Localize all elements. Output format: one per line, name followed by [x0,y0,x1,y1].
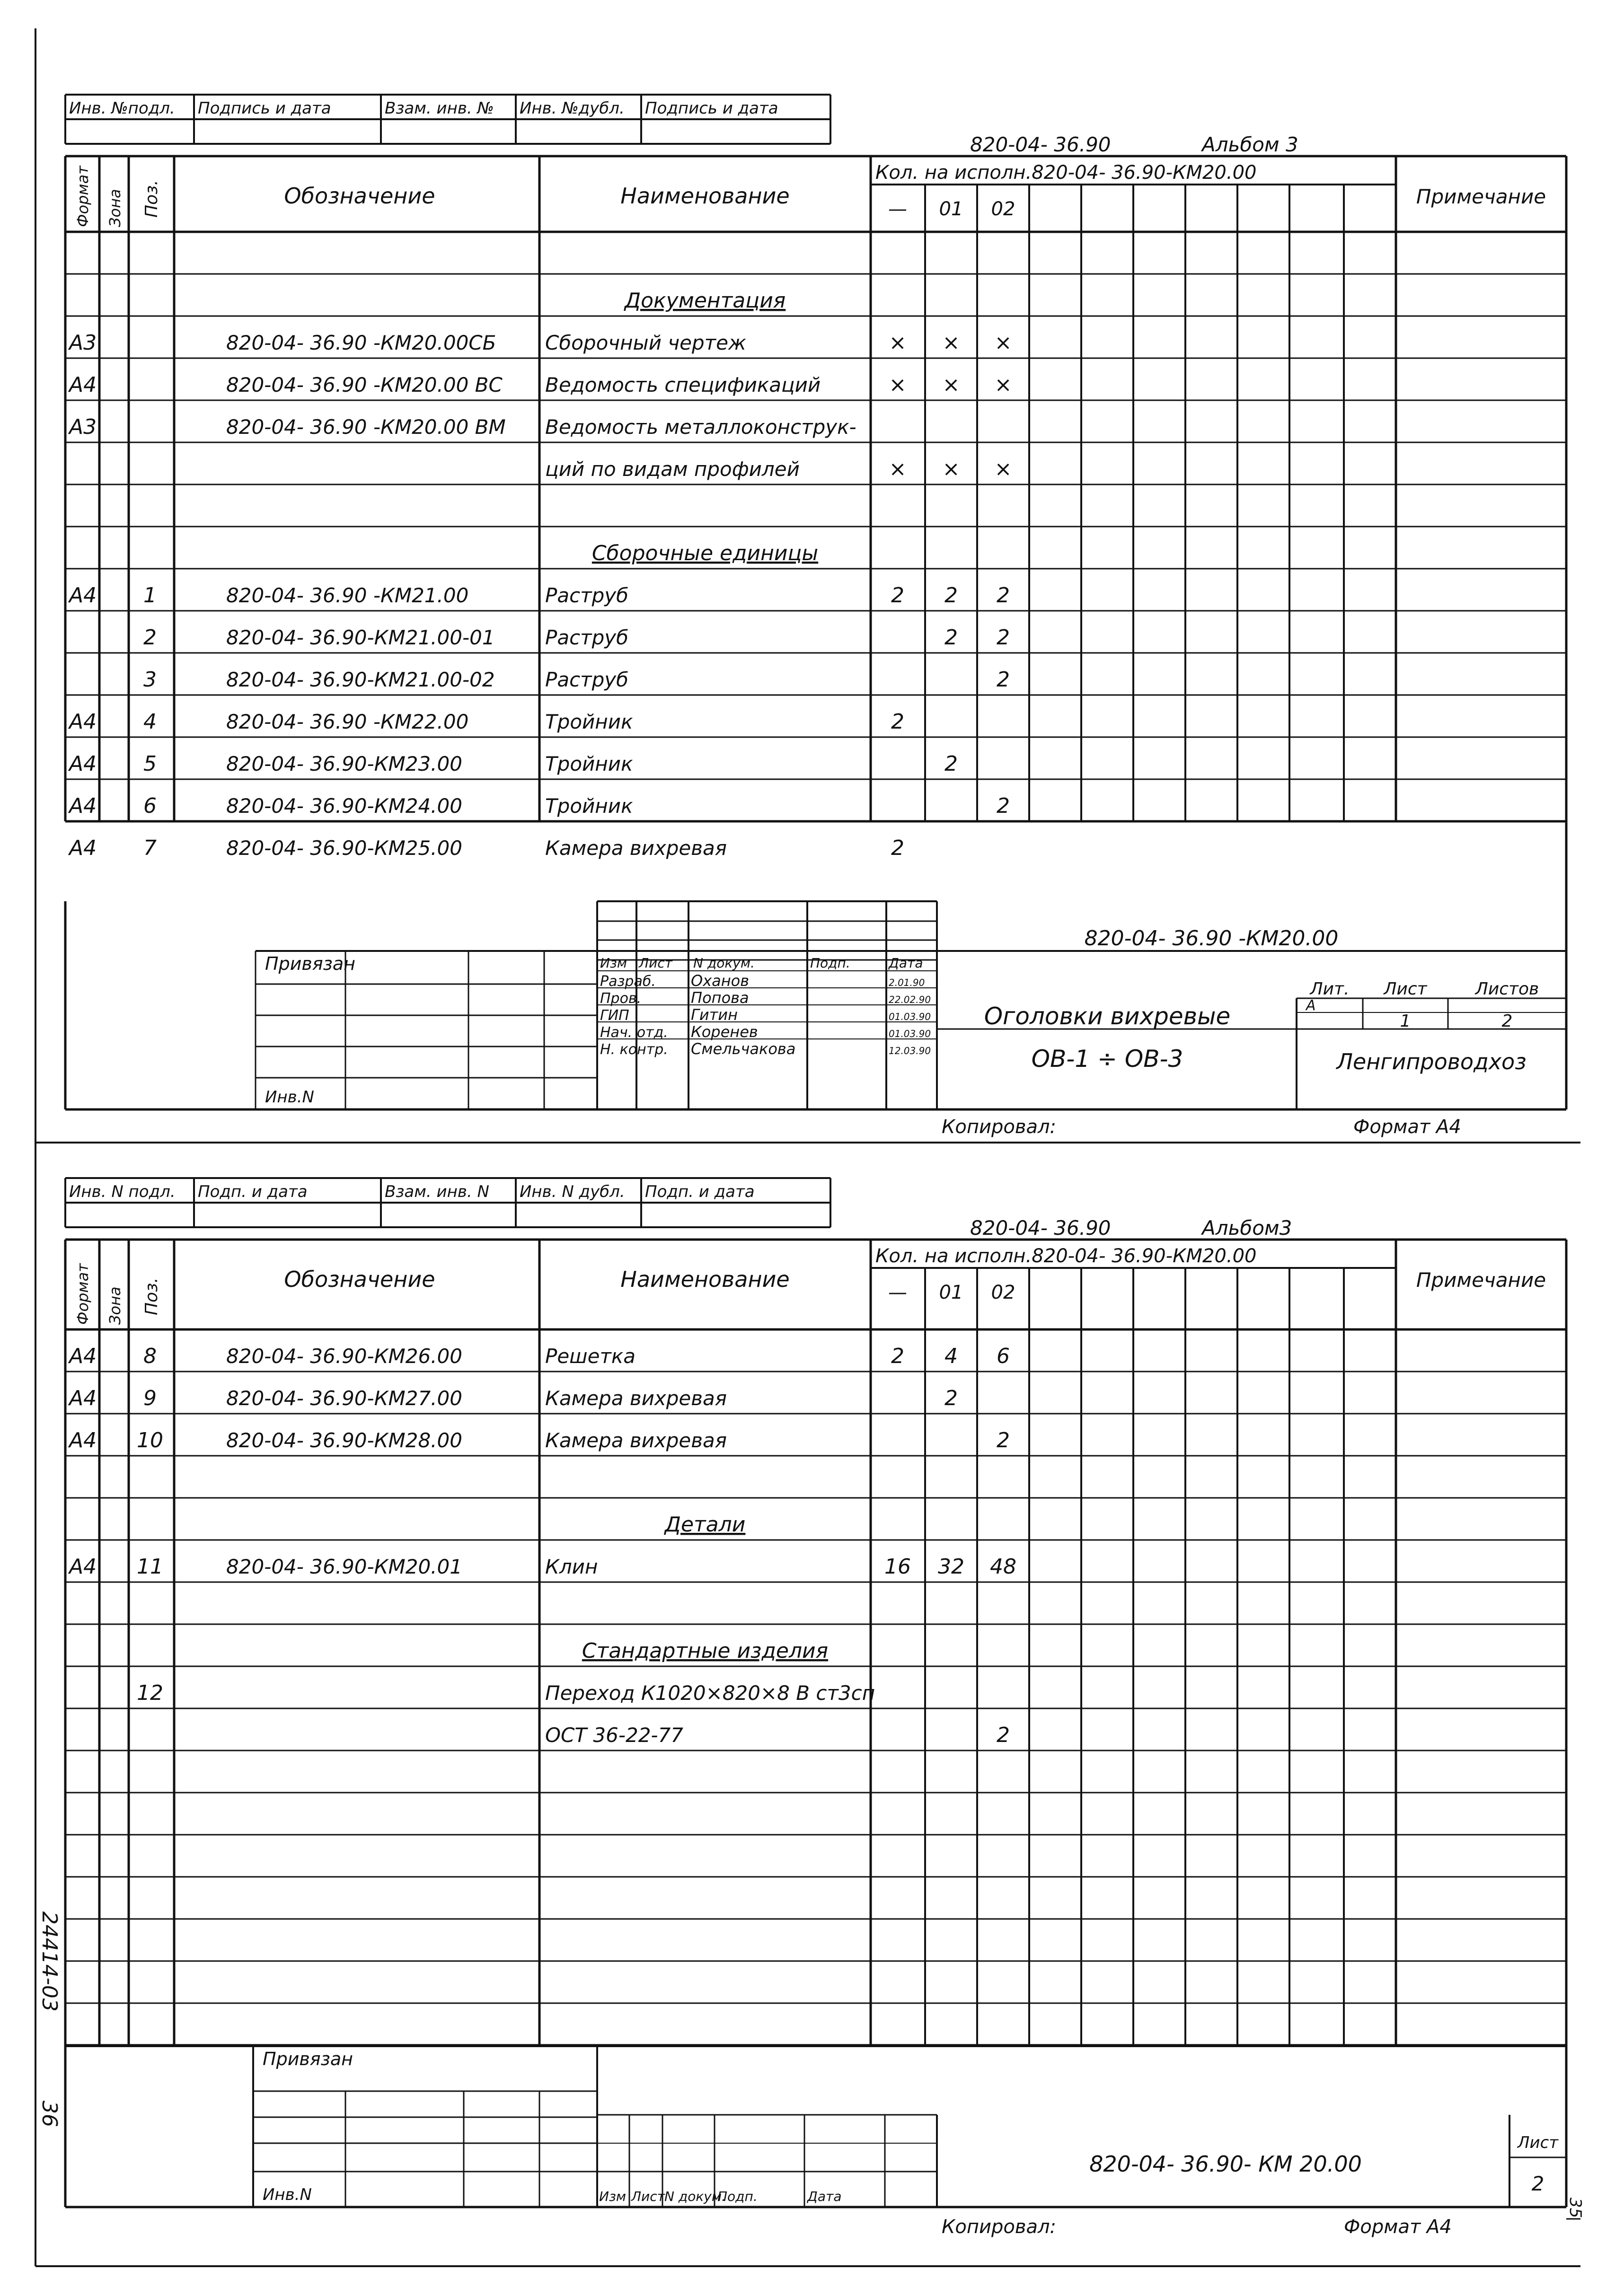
stamp-label: Подп. и дата [645,1182,755,1201]
sign-date: 2.01.90 [889,977,925,988]
cell-qty: 2 [944,583,958,607]
cell-pos: 2 [143,625,157,650]
cell-designation: 820-04- 36.90-КМ20.01 [226,1555,462,1578]
cell-qty: 2 [891,710,904,734]
cell-designation: 820-04- 36.90-КМ24.00 [226,794,462,818]
header-qty-col: 02 [991,1282,1015,1303]
copied-label: Копировал: [942,2216,1057,2238]
cell-qty: × [942,331,960,355]
cell-qty: 2 [891,1344,904,1368]
cell-name: Переход К1020×820×8 В ст3сп [545,1681,875,1705]
cell-name: Камера вихревая [545,1387,727,1410]
header-format: Формат [74,166,92,227]
header-note: Примечание [1416,1268,1546,1292]
sheet-label: Лист [1517,2133,1559,2152]
person-name: Оханов [691,972,750,990]
sign-date: 01.03.90 [889,1011,931,1022]
header-designation: Обозначение [284,183,435,209]
header-qty-col: 02 [991,198,1015,220]
cell-format: А3 [69,331,97,355]
sheets-value: 2 [1501,1012,1513,1031]
cell-designation: 820-04- 36.90 -КМ21.00 [226,584,469,607]
header-designation: Обозначение [284,1267,435,1292]
lit-label: Лит. [1310,979,1350,999]
col-head: Подп. [717,2189,758,2204]
cell-designation: 820-04- 36.90-КМ27.00 [226,1387,462,1410]
side-page: 36 [37,2101,62,2127]
stamp-label: Взам. инв. N [385,1182,489,1201]
cell-qty: × [994,457,1012,481]
role-label: Разраб. [600,973,656,990]
cell-name: Тройник [545,752,633,775]
cell-qty: 48 [990,1555,1016,1579]
role-label: Н. контр. [600,1041,668,1058]
stamp-label: Инв. №дубл. [520,99,625,118]
cell-qty: 6 [997,1344,1010,1368]
cell-format: А4 [69,583,97,607]
cell-qty: 2 [891,583,904,607]
col-head: Изм [599,2189,626,2204]
header-qty: Кол. на исполн.820-04- 36.90-КМ20.00 [875,162,1257,184]
format-label: Формат А4 [1344,2216,1452,2238]
cell-name: Камера вихревая [545,836,727,860]
cell-format: А4 [69,710,97,734]
sheet-label: Лист [1384,979,1427,999]
cell-pos: 11 [137,1555,163,1579]
inv-label: Инв.N [263,2185,312,2204]
header-qty-col: — [888,198,907,220]
bound-label: Привязан [263,2049,353,2069]
section-heading: Стандартные изделия [582,1639,829,1663]
cell-pos: 4 [143,710,157,734]
cell-qty: 2 [944,625,958,650]
cell-qty: 4 [944,1344,958,1368]
cell-designation: 820-04- 36.90 -КМ22.00 [226,710,469,733]
org-name: Ленгипроводхоз [1336,1049,1527,1074]
header-name: Наименование [620,1267,790,1292]
col-head: Подп. [810,955,850,971]
cell-name: Раструб [545,584,629,607]
col-head: Дата [807,2189,842,2204]
format-label: Формат А4 [1353,1116,1461,1138]
header-pos: Поз. [142,180,161,218]
sheet-value: 2 [1531,2172,1545,2195]
cell-qty: × [889,373,907,397]
corner-number: 35 [1566,2198,1585,2218]
person-name: Гитин [691,1006,738,1024]
cell-designation: 820-04- 36.90-КМ21.00-01 [226,626,495,649]
cell-format: А4 [69,752,97,776]
cell-pos: 7 [143,836,157,860]
role-label: Нач. отд. [600,1024,668,1041]
stamp-label: Подпись и дата [198,99,331,118]
role-label: ГИП [600,1007,629,1024]
sign-date: 12.03.90 [889,1045,931,1056]
header-name: Наименование [620,183,790,209]
cell-format: А4 [69,1428,97,1452]
header-pos: Поз. [142,1277,161,1315]
cell-designation: 820-04- 36.90-КМ21.00-02 [226,668,495,691]
cell-pos: 8 [143,1344,157,1368]
sign-date: 22.02.90 [889,994,931,1005]
album-label: Альбом 3 [1202,133,1298,156]
cell-qty: 2 [997,625,1010,650]
cell-qty: 2 [997,1723,1010,1747]
cell-qty: 2 [997,668,1010,692]
cell-format: А4 [69,1386,97,1410]
sheets-label: Листов [1475,979,1539,999]
cell-name: Тройник [545,710,633,733]
cell-pos: 10 [137,1428,163,1452]
side-number: 24414-03 [37,1911,62,2012]
copied-label: Копировал: [942,1116,1057,1138]
cell-pos: 6 [143,794,157,818]
cell-designation: 820-04- 36.90-КМ25.00 [226,836,462,860]
doc-subtitle: ОВ-1 ÷ ОВ-3 [1031,1045,1183,1073]
person-name: Попова [691,989,749,1007]
cell-designation: 820-04- 36.90 -КМ20.00 ВС [226,373,503,396]
cell-format: А4 [69,1555,97,1579]
cell-qty: 2 [997,1428,1010,1452]
cell-qty: × [889,331,907,355]
stamp-label: Подп. и дата [198,1182,308,1201]
header-qty-col: 01 [939,198,963,220]
cell-qty: × [889,457,907,481]
cell-name: Камера вихревая [545,1429,727,1452]
doc-title: Оголовки вихревые [984,1003,1231,1030]
cell-qty: 2 [997,583,1010,607]
cell-format: А4 [69,373,97,397]
doc-code: 820-04- 36.90 [970,133,1111,156]
cell-format: А3 [69,415,97,439]
cell-pos: 5 [143,752,157,776]
cell-qty: × [942,457,960,481]
bound-label: Привязан [265,953,355,974]
header-format: Формат [74,1263,92,1325]
inv-label: Инв.N [265,1088,314,1107]
cell-pos: 1 [143,583,157,607]
cell-qty: 2 [944,752,958,776]
cell-name: Решетка [545,1345,636,1368]
section-heading: Детали [664,1513,746,1537]
header-qty-col: 01 [939,1282,963,1303]
cell-designation: 820-04- 36.90-КМ23.00 [226,752,462,775]
cell-name: Клин [545,1555,598,1578]
section-heading: Сборочные единицы [591,541,819,565]
cell-name: Ведомость металлоконструк- [545,415,856,439]
sheet-value: 1 [1400,1012,1411,1031]
cell-name: Тройник [545,794,633,818]
cell-qty: × [994,331,1012,355]
cell-qty: 2 [891,836,904,860]
cell-format: А4 [69,794,97,818]
cell-designation: 820-04- 36.90-КМ28.00 [226,1429,462,1452]
stamp-label: Инв. N дубл. [520,1182,625,1201]
cell-name: ОСТ 36-22-77 [545,1724,684,1747]
cell-name: ций по видам профилей [545,457,800,481]
cell-format: А4 [69,1344,97,1368]
cell-name: Сборочный чертеж [545,331,746,354]
cell-qty: × [994,373,1012,397]
cell-name: Ведомость спецификаций [545,373,821,396]
col-head: N докум. [693,955,755,971]
cell-qty: 2 [997,794,1010,818]
cell-pos: 3 [143,668,157,692]
col-head: Дата [889,955,923,971]
stamp-label: Инв. №подл. [69,99,175,118]
doc-code-block: 820-04- 36.90- КМ 20.00 [1089,2151,1362,2177]
header-qty: Кол. на исполн.820-04- 36.90-КМ20.00 [875,1245,1257,1267]
cell-qty: 2 [944,1386,958,1410]
stamp-label: Взам. инв. № [385,99,494,118]
cell-pos: 12 [137,1681,163,1705]
header-note: Примечание [1416,185,1546,208]
header-zone: Зона [106,1286,124,1325]
album-label: Альбом3 [1202,1216,1292,1240]
cell-pos: 9 [143,1386,157,1410]
col-head: Изм [600,955,627,971]
cell-designation: 820-04- 36.90-КМ26.00 [226,1345,462,1368]
section-heading: Документация [624,289,786,313]
header-zone: Зона [106,189,124,227]
person-name: Коренев [691,1023,758,1041]
stamp-label: Подпись и дата [645,99,778,118]
cell-qty: 16 [884,1555,911,1579]
col-head: Лист [639,955,672,971]
lit-value: А [1306,997,1316,1014]
cell-qty: 32 [938,1555,964,1579]
header-qty-col: — [888,1282,907,1303]
doc-code-block: 820-04- 36.90 -КМ20.00 [1084,926,1339,950]
role-label: Пров. [600,990,642,1007]
col-head: N докум. [664,2189,726,2204]
cell-format: А4 [69,836,97,860]
cell-name: Раструб [545,668,629,691]
doc-code: 820-04- 36.90 [970,1216,1111,1240]
cell-qty: × [942,373,960,397]
person-name: Смельчакова [691,1040,796,1058]
sign-date: 01.03.90 [889,1028,931,1039]
col-head: Лист [631,2189,665,2204]
stamp-label: Инв. N подл. [69,1182,176,1201]
cell-designation: 820-04- 36.90 -КМ20.00 ВМ [226,415,506,439]
cell-name: Раструб [545,626,629,649]
cell-designation: 820-04- 36.90 -КМ20.00СБ [226,331,496,354]
